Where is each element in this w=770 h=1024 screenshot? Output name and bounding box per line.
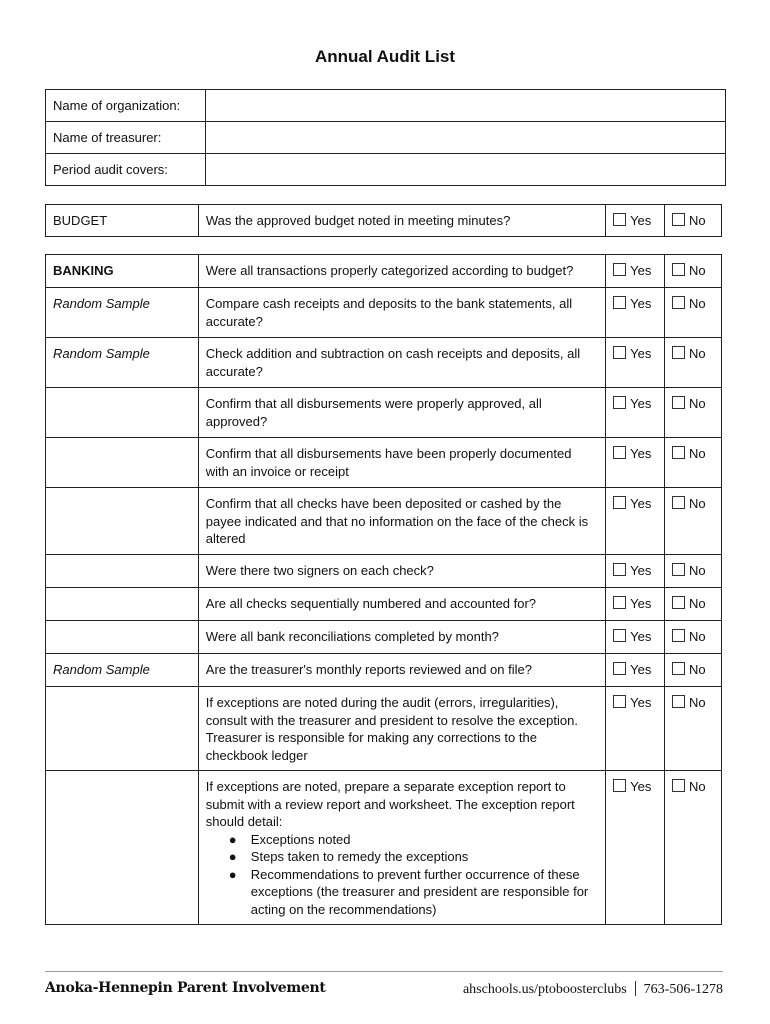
row-question: Are the treasurer's monthly reports reviewed and on file? [205,662,532,677]
no-label: No [689,629,706,644]
no-label: No [689,396,706,411]
checkbox-icon[interactable] [613,695,626,708]
no-label: No [689,496,706,511]
yes-checkbox[interactable] [606,388,665,438]
yes-label: Yes [630,396,652,411]
checkbox-icon[interactable] [613,346,626,359]
checkbox-icon[interactable] [672,396,685,409]
organization-field[interactable] [206,90,726,122]
no-label: No [689,346,706,361]
list-item [228,866,598,919]
yes-label: Yes [630,596,652,611]
no-checkbox[interactable] [665,621,722,654]
treasurer-field[interactable] [206,122,726,154]
row-question-cell [198,687,605,771]
period-field[interactable] [206,154,726,186]
organization-info-table [45,89,726,186]
row-question-cell [198,255,605,288]
no-checkbox[interactable] [665,654,722,687]
exception-detail-list [206,831,598,919]
list-item [228,848,598,866]
table-row [46,388,722,438]
organization-label: Name of organization: [46,90,206,122]
yes-label: Yes [630,695,652,710]
row-question: Were all transactions properly categorized according to budget? [205,263,574,278]
row-category-label [46,588,199,621]
no-checkbox[interactable] [665,555,722,588]
row-question: Confirm that all checks have been deposited or cashed by the payee indicated and that no information on the face of the check is altered [205,496,589,546]
no-label: No [689,563,706,578]
checkbox-icon[interactable] [613,446,626,459]
info-row-treasurer [46,122,726,154]
yes-checkbox[interactable] [606,438,665,488]
no-label: No [689,695,706,710]
table-row [46,588,722,621]
no-checkbox[interactable] [665,205,722,237]
yes-label: Yes [630,296,652,311]
row-question-cell [198,438,605,488]
row-question: Are all checks sequentially numbered and accounted for? [205,596,537,611]
checkbox-icon[interactable] [672,629,685,642]
checkbox-icon[interactable] [613,779,626,792]
row-question-cell [198,388,605,438]
checkbox-icon[interactable] [672,779,685,792]
no-label: No [689,662,706,677]
checkbox-icon[interactable] [672,213,685,226]
row-question: Confirm that all disbursements were properly approved, all approved? [205,396,542,429]
treasurer-label: Name of treasurer: [46,122,206,154]
checkbox-icon[interactable] [672,296,685,309]
table-row [46,621,722,654]
no-checkbox[interactable] [665,255,722,288]
yes-label: Yes [630,213,652,228]
yes-checkbox[interactable] [606,654,665,687]
yes-label: Yes [630,446,652,461]
row-category-label: BANKING [46,255,199,288]
footer-org-logo: Anoka-Hennepin Parent Involvement [45,980,326,996]
checkbox-icon[interactable] [672,695,685,708]
checkbox-icon[interactable] [672,346,685,359]
budget-row [46,205,722,237]
table-row [46,438,722,488]
yes-checkbox[interactable] [606,338,665,388]
table-row [46,255,722,288]
no-checkbox[interactable] [665,288,722,338]
checkbox-icon[interactable] [672,446,685,459]
footer-divider [45,971,723,972]
yes-label: Yes [630,346,652,361]
footer-separator [635,981,636,996]
checkbox-icon[interactable] [613,563,626,576]
footer-contact [463,981,723,998]
info-row-organization [46,90,726,122]
checkbox-icon[interactable] [672,662,685,675]
no-label: No [689,213,706,228]
row-category-label: Random Sample [46,288,199,338]
table-row [46,771,722,925]
yes-checkbox[interactable] [606,687,665,771]
checkbox-icon[interactable] [672,496,685,509]
budget-question: Was the approved budget noted in meeting minutes? [198,205,605,237]
yes-checkbox[interactable] [606,771,665,925]
row-category-label [46,621,199,654]
no-checkbox[interactable] [665,488,722,555]
yes-label: Yes [630,563,652,578]
row-category-label [46,555,199,588]
yes-label: Yes [630,779,652,794]
row-question-cell [198,654,605,687]
yes-label: Yes [630,662,652,677]
section-label: BUDGET [53,213,108,228]
row-category-label: Random Sample [46,338,199,388]
checkbox-icon[interactable] [613,396,626,409]
row-question-cell [198,771,605,925]
no-checkbox[interactable] [665,588,722,621]
no-checkbox[interactable] [665,438,722,488]
yes-checkbox[interactable] [606,255,665,288]
no-label: No [689,263,706,278]
row-question: If exceptions are noted, prepare a separate exception report to submit with a review report and worksheet. The exception report should detail: [205,779,575,829]
row-question-cell [198,555,605,588]
no-label: No [689,596,706,611]
table-row [46,555,722,588]
bullet-text: Recommendations to prevent further occurrence of these exceptions (the treasurer and president are responsible for acting on the recommendations) [250,866,589,917]
row-question: Check addition and subtraction on cash receipts and deposits, all accurate? [205,346,581,379]
row-question: Compare cash receipts and deposits to the bank statements, all accurate? [205,296,573,329]
checkbox-icon[interactable] [613,263,626,276]
row-question: Confirm that all disbursements have been properly documented with an invoice or receipt [205,446,572,479]
footer-phone: 763-506-1278 [643,982,723,997]
page-title: Annual Audit List [314,47,456,66]
row-question-cell [198,488,605,555]
bullet-icon: ● [228,831,237,847]
yes-checkbox[interactable] [606,621,665,654]
checkbox-icon[interactable] [672,596,685,609]
row-category-label: Random Sample [46,654,199,687]
yes-checkbox[interactable] [606,288,665,338]
checkbox-icon[interactable] [613,296,626,309]
no-label: No [689,296,706,311]
yes-checkbox[interactable] [606,488,665,555]
table-row [46,654,722,687]
row-category-label [46,438,199,488]
no-checkbox[interactable] [665,338,722,388]
row-category-label [46,388,199,438]
row-question: Were all bank reconciliations completed by month? [205,629,499,644]
checkbox-icon[interactable] [613,662,626,675]
table-row [46,488,722,555]
list-item [228,831,598,849]
footer-url: ahschools.us/ptoboosterclubs [462,982,627,997]
checkbox-icon[interactable] [613,629,626,642]
bullet-text: Steps taken to remedy the exceptions [250,849,469,864]
checkbox-icon[interactable] [613,496,626,509]
bullet-icon: ● [228,866,237,882]
yes-checkbox[interactable] [606,205,665,237]
bullet-text: Exceptions noted [250,831,351,847]
yes-checkbox[interactable] [606,555,665,588]
no-checkbox[interactable] [665,388,722,438]
period-label: Period audit covers: [46,154,206,186]
no-label: No [689,446,706,461]
banking-table [45,254,722,925]
budget-table [45,204,722,237]
table-row [46,687,722,771]
row-question-cell [198,621,605,654]
yes-label: Yes [630,263,652,278]
row-question-cell [198,588,605,621]
checkbox-icon[interactable] [672,563,685,576]
row-question-cell [198,338,605,388]
bullet-icon: ● [228,849,237,864]
checkbox-icon[interactable] [672,263,685,276]
yes-checkbox[interactable] [606,588,665,621]
budget-section-label [46,205,199,237]
table-row [46,288,722,338]
yes-label: Yes [630,629,652,644]
row-category-label [46,488,199,555]
row-category-label [46,771,199,925]
row-question: Were there two signers on each check? [205,563,434,578]
table-row [46,338,722,388]
info-row-period [46,154,726,186]
checkbox-icon[interactable] [613,213,626,226]
no-label: No [689,779,706,794]
row-category-label [46,687,199,771]
row-question: If exceptions are noted during the audit (errors, irregularities), consult with the treasurer and president to resolve the exception. Treasurer is responsible for making any corrections to the checkbook ledger [205,695,578,763]
row-question-cell [198,288,605,338]
no-checkbox[interactable] [665,687,722,771]
yes-label: Yes [630,496,652,511]
checkbox-icon[interactable] [613,596,626,609]
no-checkbox[interactable] [665,771,722,925]
